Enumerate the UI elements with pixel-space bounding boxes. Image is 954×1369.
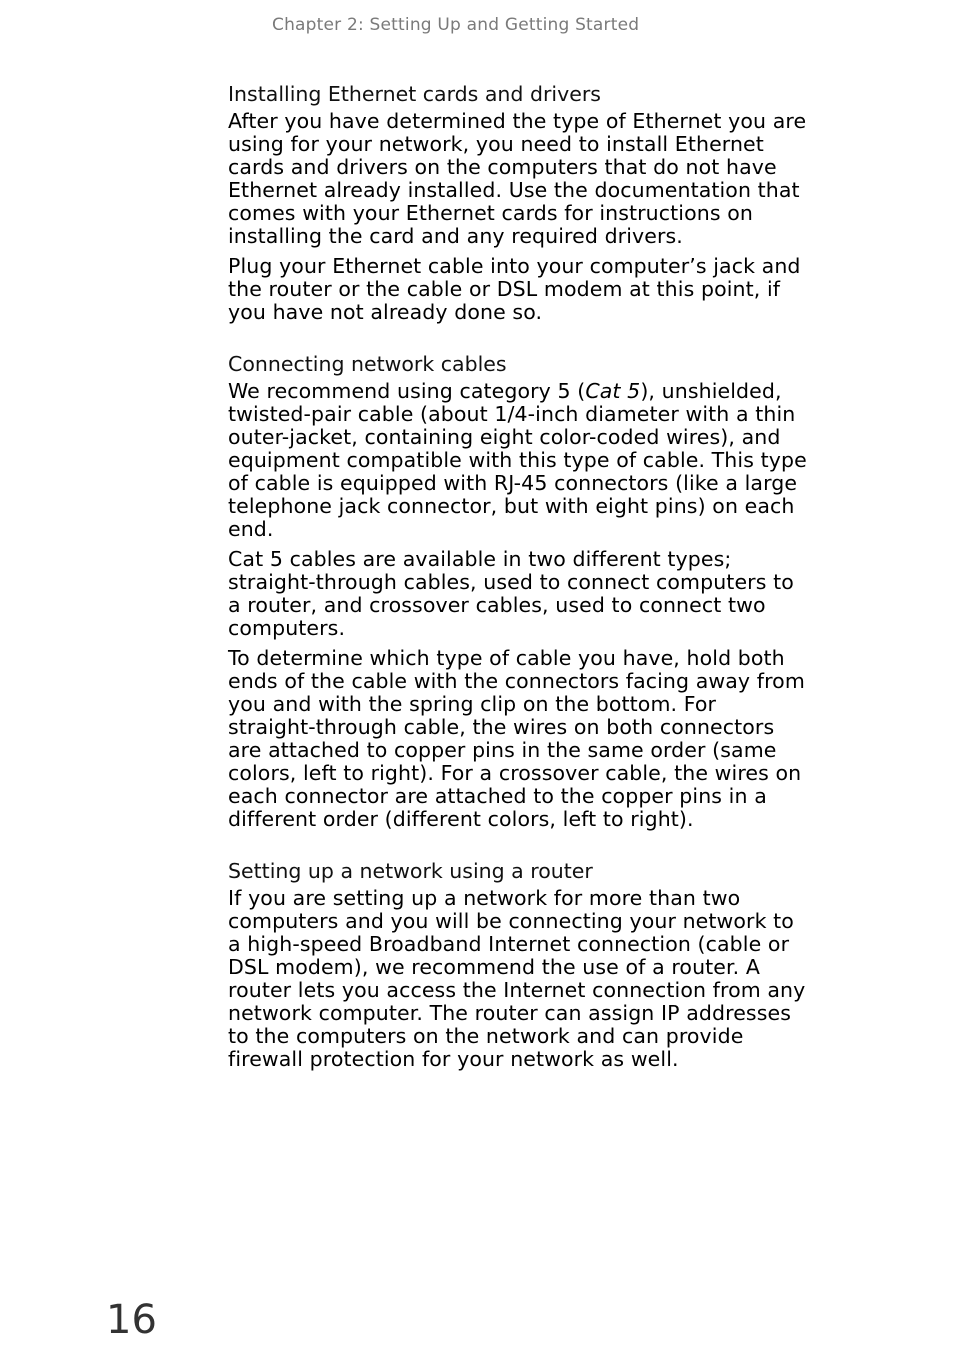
section-heading: Setting up a network using a router bbox=[228, 859, 593, 883]
paragraph: Cat 5 cables are available in two different types; straight-through cables, used to connect computers to a router, and crossover cables, used to connect two computers. bbox=[228, 547, 794, 640]
running-header: Chapter 2: Setting Up and Getting Started bbox=[272, 15, 640, 35]
section-heading: Installing Ethernet cards and drivers bbox=[228, 82, 601, 106]
paragraph: After you have determined the type of Ethernet you are using for your network, you need to install Ethernet cards and drivers on the computers that do not have Ethernet already installed. Use the documentation that comes with your Ethernet cards for instructions on installing the card and any required drivers. bbox=[228, 109, 807, 248]
paragraph: If you are setting up a network for more than two computers and you will be connecting your network to a high-speed Broadband Internet connection (cable or DSL modem), we recommend the use of a router. A router lets you access the Internet connection from any network computer. The router can assign IP addresses to the computers on the network and can provide firewall protection for your network as well. bbox=[228, 886, 806, 1071]
paragraph-text: We recommend using category 5 ( bbox=[228, 379, 586, 403]
paragraph: Plug your Ethernet cable into your computer’s jack and the router or the cable or DSL modem at this point, if you have not already done so. bbox=[228, 254, 801, 324]
page-number: 16 bbox=[106, 1297, 157, 1343]
section-heading: Connecting network cables bbox=[228, 352, 507, 376]
section-connecting-cables bbox=[228, 350, 808, 831]
paragraph-text: ), unshielded, twisted-pair cable (about 1/4-inch diameter with a thin outer-jacket, containing eight color-coded wires), and equipment compatible with this type of cable. This type of cable is equipped with RJ-45 connectors (like a large telephone jack connector, but with eight pins) on each end. bbox=[228, 379, 807, 541]
section-installing-ethernet bbox=[228, 80, 808, 324]
page-body bbox=[228, 80, 808, 1097]
paragraph bbox=[228, 380, 808, 541]
paragraph: To determine which type of cable you have, hold both ends of the cable with the connectors facing away from you and with the spring clip on the bottom. For straight-through cable, the wires on both connectors are attached to copper pins in the same order (same colors, left to right). For a crossover cable, the wires on each connector are attached to the copper pins in a different order (different colors, left to right). bbox=[228, 646, 805, 831]
cat5-term: Cat 5 bbox=[585, 379, 641, 403]
section-router-network bbox=[228, 857, 808, 1071]
